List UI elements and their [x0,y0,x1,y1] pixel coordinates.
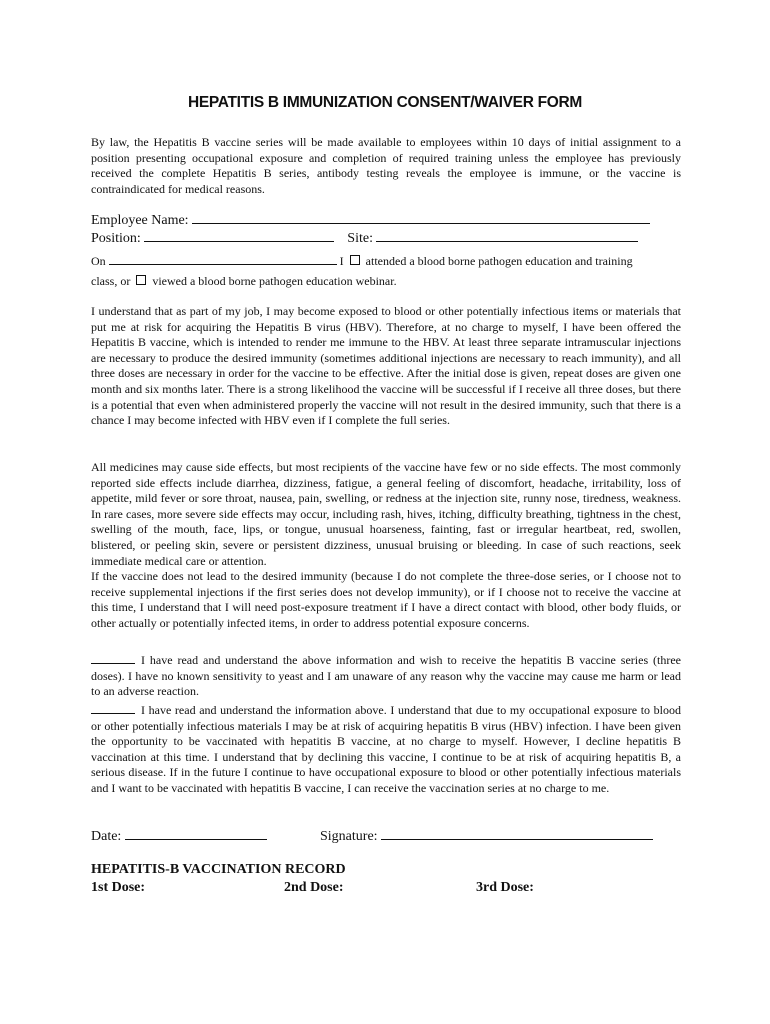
position-field[interactable] [144,230,334,242]
position-site-row [91,230,638,247]
dose-2-label: 2nd Dose: [284,880,344,895]
employee-name-field[interactable] [192,212,650,224]
vaccination-record-title: HEPATITIS-B VACCINATION RECORD [91,862,346,877]
signature-row [320,828,653,845]
signature-label: Signature: [320,829,378,844]
consent-paragraph [91,652,681,700]
date-label: Date: [91,829,122,844]
site-label: Site: [347,231,373,246]
class-or-text: class, or [91,274,131,288]
signature-field[interactable] [381,828,653,840]
i-label: I [339,254,344,268]
intro-paragraph: By law, the Hepatitis B vaccine series will be made available to employees within 10 days of initial assignment to a position presenting occupational exposure and completion of required training unless the employee has previously received the complete Hepatitis B series, antibody testing reveals the employee is immune, or the vaccine is contraindicated for medical reasons. [91,135,681,196]
employee-name-label: Employee Name: [91,213,189,228]
side-effects-paragraph: All medicines may cause side effects, but most recipients of the vaccine have few or no side effects. The most commonly reported side effects include diarrhea, dizziness, fatigue, a general feeling of discomfort, headache, irritability, loss of appetite, mild fever or sore throat, nausea, pain, swelling, or redness at the injection site, runny nose, tiredness, weakness. In rare cases, more severe side effects may occur, including rash, hives, itching, difficulty breathing, tightness in the chest, swelling of the mouth, face, lips, or tongue, unusual hoarseness, fainting, fast or irregular heartbeat, red, swollen, blistered, or peeling skin, severe or persistent dizziness, unusual bruising or bleeding. In case of such reactions, seek immediate medical care or attention. [91,460,681,568]
position-label: Position: [91,231,141,246]
attended-checkbox[interactable] [350,255,360,265]
on-label: On [91,254,106,268]
consent-initials-field[interactable] [91,652,135,664]
training-row [91,253,633,269]
understand-paragraph: I understand that as part of my job, I may become exposed to blood or other potentially infectious items or materials that put me at risk for acquiring the Hepatitis B virus (HBV). Therefore, at no charge to myself, I have been offered the Hepatitis B vaccine, which is intended to render me immune to the HBV. At least three separate intramuscular injections are necessary to produce the desired immunity (sometimes additional injections are necessary to reach immunity), and all three doses are necessary in order for the vaccine to be effective. After the initial dose is given, repeat doses are given one month and six months later. There is a strong likelihood the vaccine will be successful if I receive all three doses, but there is a potential that even when administered properly the vaccine will not result in the desired immunity, such that there is a chance I may become infected with HBV even if I complete the full series. [91,304,681,428]
dose-1-label: 1st Dose: [91,880,146,895]
webinar-checkbox[interactable] [136,275,146,285]
webinar-text: viewed a blood borne pathogen education webinar. [152,274,397,288]
webinar-row [91,274,397,289]
form-title: HEPATITIS B IMMUNIZATION CONSENT/WAIVER FORM [187,94,583,111]
date-field[interactable] [125,828,267,840]
employee-name-row [91,212,650,229]
consent-text: I have read and understand the above information and wish to receive the hepatitis B vaccine series (three doses). I have no known sensitivity to yeast and I am unaware of any reason why the vaccine may cause me harm or lead to an adverse reaction. [91,653,681,699]
date-row [91,828,267,845]
training-date-field[interactable] [109,253,337,265]
decline-paragraph [91,702,681,797]
site-field[interactable] [376,230,638,242]
dose-3-label: 3rd Dose: [476,880,534,895]
decline-text: I have read and understand the information above. I understand that due to my occupational exposure to blood or other potentially infectious materials I may be at risk of acquiring hepatitis B virus (HBV) infection. I have been given the opportunity to be vaccinated with hepatitis B vaccine, at no charge to myself. However, I decline hepatitis B vaccination at this time. I understand that by declining this vaccine, I continue to be at risk of acquiring hepatitis B, a serious disease. If in the future I continue to have occupational exposure to blood or other potentially infectious materials and I want to be vaccinated with hepatitis B vaccine, I can receive the vaccination series at no charge to me. [91,703,681,795]
attended-text: attended a blood borne pathogen education and training [365,254,633,268]
no-immunity-paragraph: If the vaccine does not lead to the desired immunity (because I do not complete the three-dose series, or I choose not to receive supplemental injections if the first series does not develop immunity), or if I choose not to receive the vaccine at this time, I understand that I will need post-exposure treatment if I have a direct contact with blood, other body fluids, or other actually or potentially infected items, in order to address potential exposure concerns. [91,569,681,630]
decline-initials-field[interactable] [91,702,135,714]
